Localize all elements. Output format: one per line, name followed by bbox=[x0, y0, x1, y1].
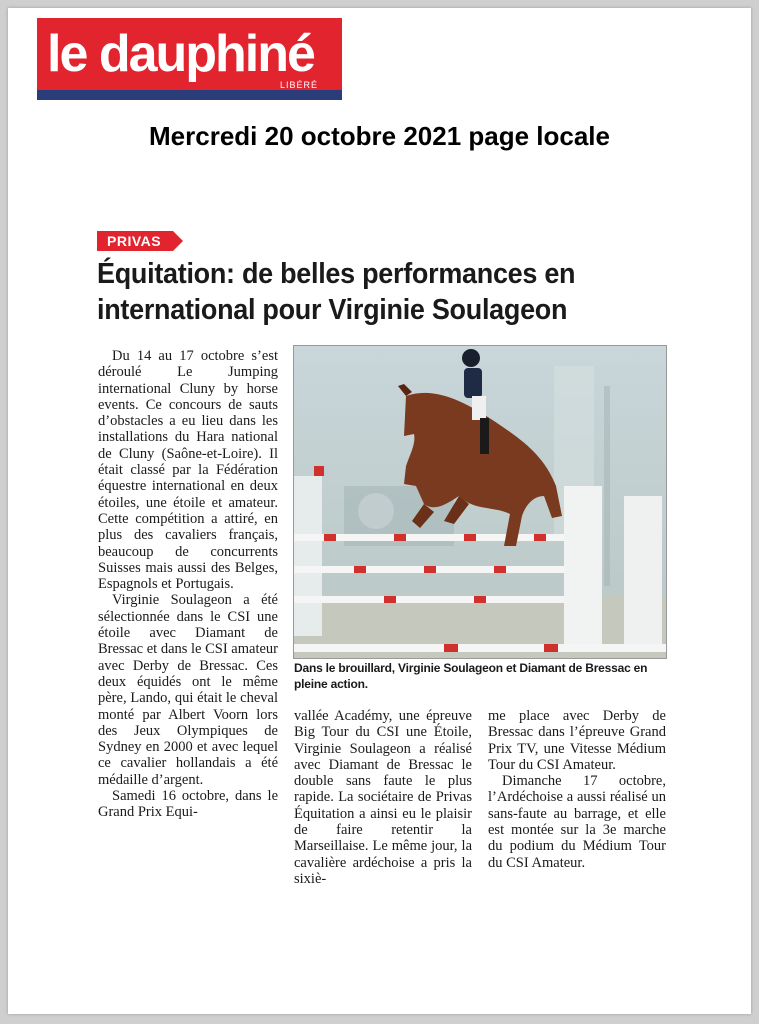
logo-wordmark: le dauphiné bbox=[47, 25, 314, 83]
page-heading: Mercredi 20 octobre 2021 page locale bbox=[149, 121, 610, 151]
photo-caption: Dans le brouillard, Virginie Soulageon et Diamant de Bressac en pleine action. bbox=[294, 661, 648, 691]
horse-jumping-photo bbox=[293, 345, 667, 659]
paragraph: vallée Académy, une épreuve Big Tour du CSI une Étoile, Virginie Soulageon a réalisé avec Diamant de Bressac le double sans faute le plus rapide. La sociétaire de Privas Équitation a ainsi eu le plaisir de faire retentir la Marseillaise. Le même jour, la cavalière ardéchoise a pris la sixiè- bbox=[294, 708, 472, 887]
article-column-1 bbox=[98, 348, 278, 821]
paragraph: Dimanche 17 octobre, l’Ardéchoise a aussi réalisé un sans-faute au barrage, et elle est montée sur la 3e marche du podium du Médium Tour du CSI Amateur. bbox=[488, 773, 666, 871]
paragraph: Samedi 16 octobre, dans le Grand Prix Equi- bbox=[98, 788, 278, 821]
photo-illustration bbox=[294, 346, 666, 658]
paragraph: Virginie Soulageon a été sélectionnée dans le CSI une étoile avec Diamant de Bressac et dans le CSI amateur avec Derby de Bressac. Ces deux équidés ont le même père, Lando, qui était le cheval monté par Albert Voorn lors des Jeux Olympiques de Sydney en 2000 et avec lequel ce cavalier hollandais a été médaille d’argent. bbox=[98, 592, 278, 788]
section-tag: PRIVAS bbox=[97, 231, 173, 251]
article-column-2 bbox=[294, 708, 472, 887]
logo-subtext: LIBÉRÉ bbox=[279, 80, 318, 90]
article-column-3 bbox=[488, 708, 666, 871]
logo-blue-band bbox=[37, 90, 342, 100]
paragraph: me place avec Derby de Bressac dans l’épreuve Grand Prix TV, une Vitesse Médium Tour du CSI Amateur. bbox=[488, 708, 666, 773]
paragraph: Du 14 au 17 octobre s’est déroulé Le Jumping international Cluny by horse events. Ce concours de sauts d’obstacles a eu lieu dans les installations du Hara national de Cluny (Saône-et-Loire). Il était classé par la Fédération équestre international en deux étoiles, une étoile et amateur. Cette compétition a attiré, en plus des cavaliers français, beaucoup de concurrents Suisses mais aussi des Belges, Espagnols et Portugais. bbox=[98, 348, 278, 593]
article-headline: Équitation: de belles performances en international pour Virginie Soulageon bbox=[97, 258, 576, 326]
newspaper-logo bbox=[37, 18, 342, 100]
